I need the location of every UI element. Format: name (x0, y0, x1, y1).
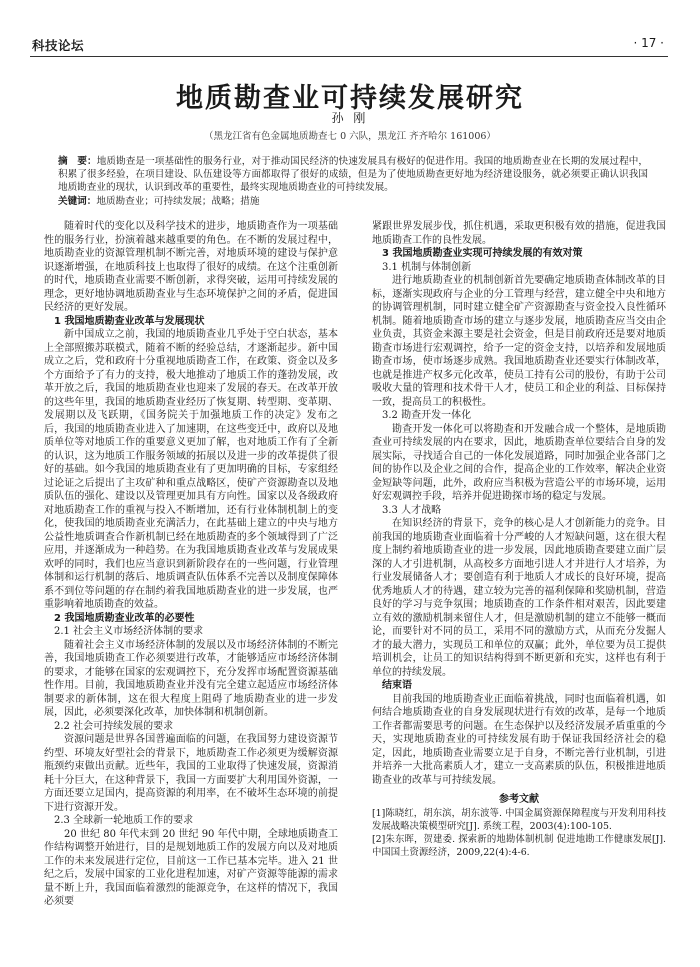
body-paragraph: 在知识经济的背景下，竞争的核心是人才创新能力的竞争。目前我国的地质勘查业面临着十分严峻的人才短缺问题，这在很大程度上制约着地质勘查业的进一步发展，因此地质勘查要建立面广层深的人才引进机制，从高校多方面地引进人才并进行人才培养，为行业发展储备人才；要创造有利于地质人才成长的良好环境，提高优秀地质人才的待遇，建立较为完善的福利保障和奖励机制，营造良好的学习与竞争氛围；地质勘查的工作条件相对艰苦，因此要建立有效的激励机制来留住人才，但是激励机制的建立不能够一概而论，而要针对不同的员工，采用不同的激励方式，从而充分发掘人才的最大潜力，实现员工和单位的双赢；此外，单位要为员工提供培训机会，让员工的知识结构得到不断更新和充实，这样也有利于单位的持续发展。 (372, 518, 666, 678)
body-paragraph: 新中国成立之前，我国的地质勘查业几乎处于空白状态，基本上全部照搬苏联模式，随着不断的经验总结，才逐渐起步。新中国成立之后，党和政府十分重视地质勘查工作，在政策、资金以及多个方面给予了有力的支持，极大地推动了地质工作的蓬勃发展，改革开放之后，我国的地质勘查业也迎来了发展的春天。在改革开放的这些年里，我国的地质勘查业经历了恢复期、转型期、变革期、发展期以及飞跃期，《国务院关于加强地质工作的决定》发布之后，我国的地质勘查业进入了加速期，在这些变迁中，政府以及地质单位等对地质工作的重要意义更加了解，也对地质工作有了全新的认识，这为地质工作服务领域的拓展以及进一步的改革提供了很好的基础。如今我国的地质勘查业有了更加明确的目标，专家组经过论证之后提出了主攻矿种和重点战略区，使矿产资源勘查以及地质队伍的强化、建设以及管理更加具有方向性。国家以及各级政府对地质勘查工作的重视与投入不断增加，还有行业体制机制上的变化，使我国的地质勘查业充满活力，在此基础上建立的中央与地方公益性地质调查合作新机制已经在地质勘查的多个领域得到了广泛应用，并逐渐成为一种趋势。在为我国地质勘查业改革与发展成果欢呼的同时，我们也应当意识到新阶段存在的一些问题，行业管理体制和运行机制的落后、地质调查队伍体系不完善以及制度保障体系不到位等问题的存在制约着我国地质勘查业的进一步发展，也严重影响着地质勘查的效益。 (44, 329, 338, 610)
author: 孙 刚 (331, 111, 369, 125)
section-heading: 2 我国地质勘查业改革的必要性 (54, 612, 195, 624)
reference-item: [2]朱东晖，贺建委. 探索新的地勘体制机制 促进地勘工作健康发展[J]. 中国国土资源经济，2009,22(4):4-6. (372, 833, 666, 858)
reference-item: [1]陈晓红，胡东滨，胡东波等. 中国金属资源保障程度与开发利用科技发展战略决策模型研究[J]. 系统工程，2003(4):100-105. (372, 807, 666, 832)
subsection-heading: 3.2 勘查开发一体化 (382, 410, 472, 421)
section-heading: 1 我国地质勘查业改革与发展现状 (54, 315, 205, 327)
keywords-text: 地质勘查业；可持续发展；战略；措施 (96, 196, 260, 207)
right-column (372, 220, 666, 859)
abstract-label: 摘 要： (58, 156, 97, 167)
header-rule (30, 56, 668, 57)
abstract (58, 155, 648, 194)
abstract-block (58, 155, 648, 208)
abstract-text: 地质勘查是一项基础性的服务行业，对于推动国民经济的快速发展具有极好的促进作用。我国的地质勘查业在长期的发展过程中，积累了很多经验，在项目建设、队伍建设等方面都取得了很好的成绩，但是为了使地质勘查更好地为经济建设服务，就必须要正确认识我国地质勘查业的现状，认识到改革的重要性，最终实现地质勘查业的可持续发展。 (58, 156, 649, 193)
body-paragraph: 资源问题是世界各国普遍面临的问题，在我国努力建设资源节约型、环境友好型社会的背景下，地质勘查工作必须更为缓解资源瓶颈约束做出贡献。近些年，我国的工业取得了快速发展，资源消耗十分巨大，在这种背景下，我国一方面要扩大利用国外资源，一方面还要立足国内，提高资源的利用率，在不破坏生态环境的前提下进行资源开发。 (44, 734, 338, 813)
body-paragraph: 进行地质勘查业的机制创新首先要确定地质勘查体制改革的目标，逐渐实现政府与企业的分工管理与经营，建立健全中央和地方的协调管理机制，同时建立健全矿产资源勘查与资金投入良性循环机制。随着地质勘查市场的建立与逐步发展，地质勘查应当交由企业负责，其资金来源主要是社会资金，但是目前政府还是要对地质勘查市场进行宏观调控，给予一定的资金支持，以培养和发展地质勘查市场，使市场逐步成熟。我国地质勘查业还要实行体制改革，也就是推进产权多元化改革，使员工持有公司的股份，有助于公司吸收大量的管理和技术骨干人才，使员工和企业的利益、目标保持一致，提高员工的积极性。 (372, 275, 666, 408)
section-heading: 3 我国地质勘查业实现可持续发展的有效对策 (382, 248, 583, 259)
body-paragraph: 紧跟世界发展步伐，抓住机遇，采取更积极有效的措施，促进我国地质勘查工作的良性发展。 (372, 221, 666, 246)
affiliation: （黑龙江省有色金属地质勘查七 0 六队，黑龙江 齐齐哈尔 161006） (204, 131, 496, 142)
subsection-heading: 2.3 全球新一轮地质工作的要求 (54, 815, 194, 826)
page-number: · 17 · (633, 36, 664, 50)
body-paragraph: 20 世纪 80 年代末到 20 世纪 90 年代中期，全球地质勘查工作结构调整开始进行，目的是规划地质工作的发展方向以及对地质工作的未来发展进行定位，目前这一工作已基本完毕。进入 21 世纪之后，发展中国家的工业化进程加速，对矿产资源等能源的需求量不断上升，我国面临着激烈的能源竞争，在这样的情况下，我国必须要 (44, 828, 338, 907)
references-title: 参考文献 (499, 794, 539, 805)
subsection-heading: 3.3 人才战略 (382, 504, 442, 516)
references-list (372, 807, 666, 859)
keywords (58, 195, 648, 208)
section-heading: 结束语 (382, 680, 412, 691)
body-paragraph: 随着时代的变化以及科学技术的进步，地质勘查作为一项基础性的服务行业，扮演着越来越重要的角色。在不断的发展过程中，地质勘查业的资源管理机制不断完善，对地质环境的建设与保护意识逐渐增强，在地质科技上也取得了很好的成绩。在这个注重创新的时代，地质勘查业需要不断创新，求得突破，运用可持续发展的理念，更好地协调地质勘查业与生态环境保护之间的矛盾，促进国民经济的更好发展。 (44, 221, 338, 313)
keywords-label: 关键词： (58, 196, 97, 207)
subsection-heading: 2.2 社会可持续发展的要求 (54, 720, 174, 732)
article-title: 地质勘查业可持续发展研究 (176, 83, 524, 114)
subsection-heading: 3.1 机制与体制创新 (382, 261, 472, 273)
subsection-heading: 2.1 社会主义市场经济体制的要求 (54, 626, 204, 637)
journal-name: 科技论坛 (32, 38, 85, 53)
body-paragraph: 勘查开发一体化可以将勘查和开发融合成一个整体，是地质勘查业可持续发展的内在要求，因此，地质勘查单位要结合自身的发展实际，寻找适合自己的一体化发展道路，同时加强企业各部门之间的协作以及企业之间的合作，提高企业的工作效率，解决企业资金短缺等问题，此外，政府应当积极为营造公平的市场环境，运用好宏观调控手段，培养并促进勘探市场的稳定与发展。 (372, 423, 666, 502)
left-column (44, 220, 338, 909)
body-paragraph: 随着社会主义市场经济体制的发展以及市场经济体制的不断完善，我国地质勘查工作必须要进行改革，才能够适应市场经济体制的要求，才能够在国家的宏观调控下，充分发挥市场配置资源基础性作用。目前，我国地质勘查业并没有完全建立起适应市场经济体制要求的新体制，这在很大程度上阻碍了地质勘查业的进一步发展，因此，必须要深化改革，加快体制和机制创新。 (44, 639, 338, 718)
body-paragraph: 目前我国的地质勘查业正面临着挑战，同时也面临着机遇，如何结合地质勘查业的自身发展现状进行有效的改革，是每一个地质工作者都需要思考的问题。在生态保护以及经济发展矛盾重重的今天，实现地质勘查业的可持续发展有助于保证我国经济社会的稳定，因此，地质勘查业需要立足于自身，不断完善行业机制，引进并培养一大批高素质人才，建立一支高素质的队伍，积极推进地质勘查业的改革与可持续发展。 (372, 693, 666, 786)
